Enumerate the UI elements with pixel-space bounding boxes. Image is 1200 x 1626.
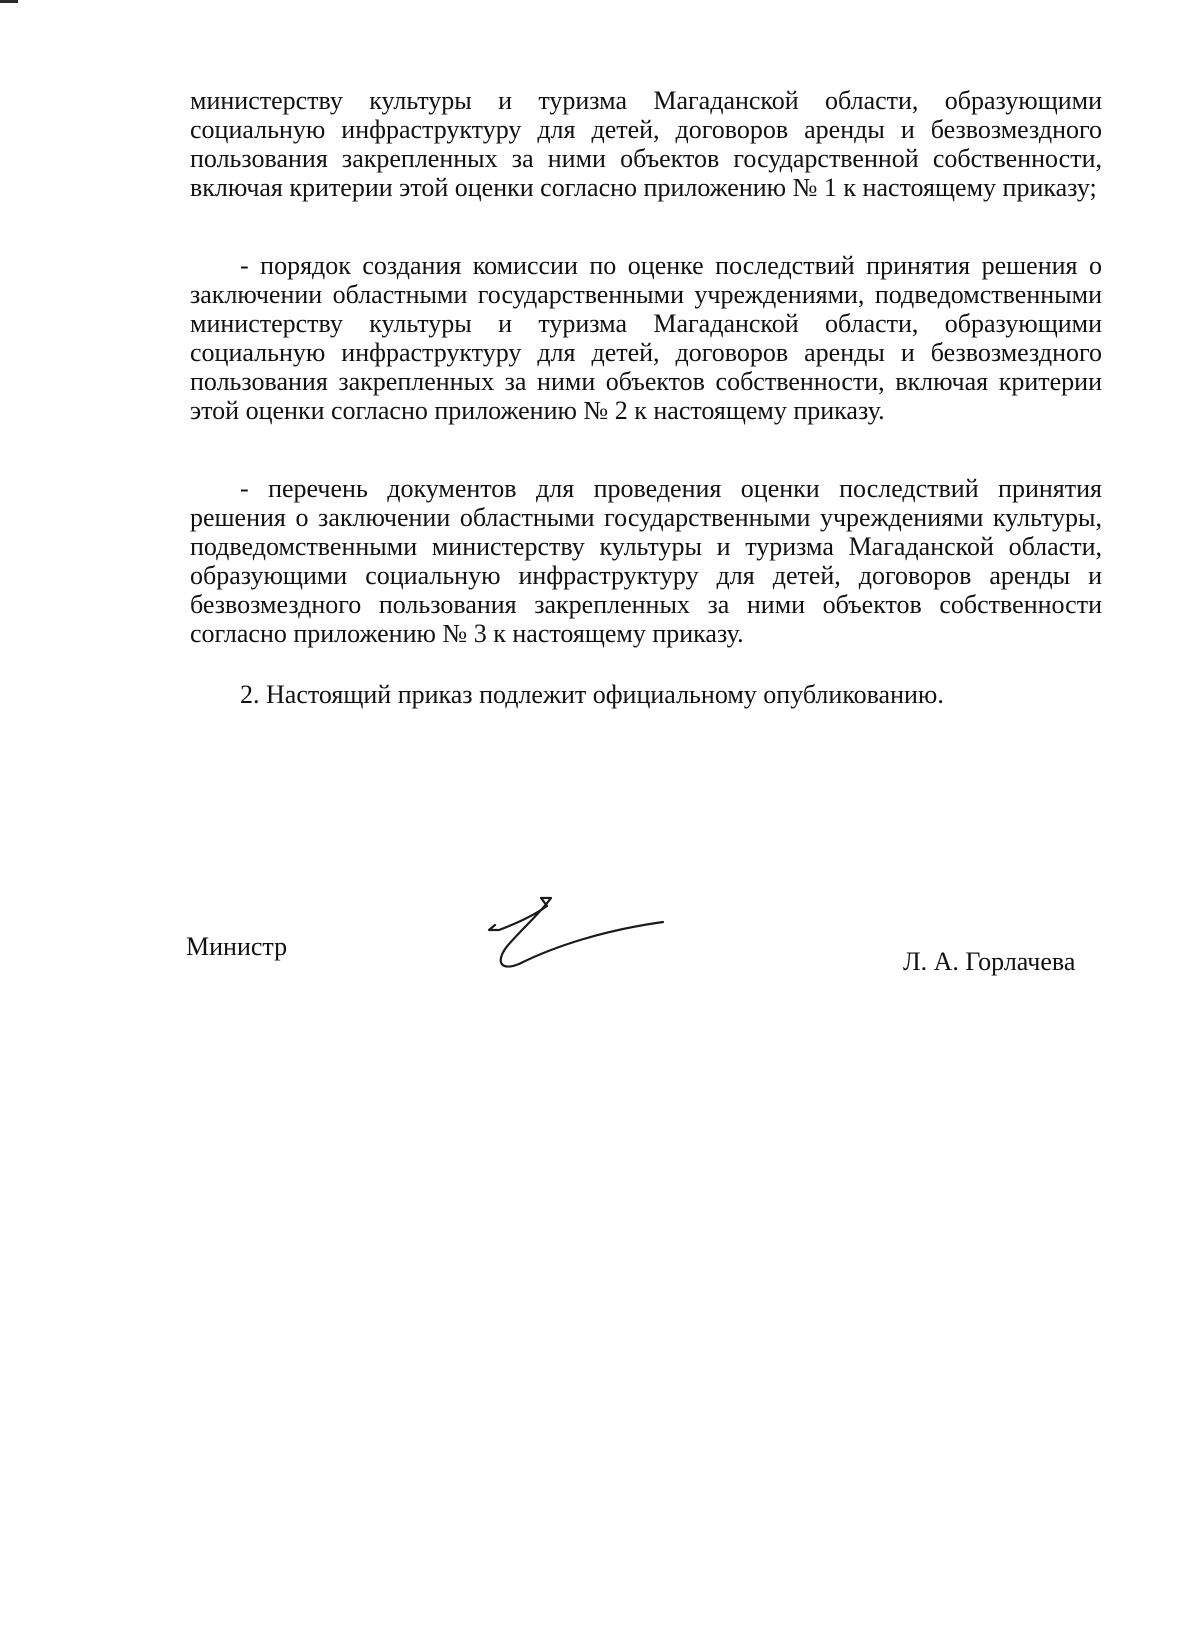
signatory-title: Министр — [186, 932, 288, 961]
paragraph-publication: 2. Настоящий приказ подлежит официальному опубликованию. — [240, 680, 944, 709]
paragraph-continuation: министерству культуры и туризма Магаданской области, образующими социальную инфраструктуру для детей, договоров аренды и безвозмездного пользования закрепленных за ними объектов государственной собственности, включая критерии этой оценки согласно приложению № 1 к настоящему приказу; — [190, 86, 1102, 202]
paragraph-commission-order: - порядок создания комиссии по оценке последствий принятия решения о заключении областными государственными учреждениями, подведомственными министерству культуры и туризма Магаданской области, образующими социальную инфраструктуру для детей, договоров аренды и безвозмездного пользования закрепленных за ними объектов собственности, включая критерии этой оценки согласно приложению № 2 к настоящему приказу. — [190, 251, 1102, 425]
signatory-name: Л. А. Горлачева — [903, 947, 1076, 976]
handwritten-signature — [485, 870, 685, 970]
document-body — [190, 86, 1102, 709]
scan-edge-mark — [0, 0, 18, 3]
paragraph-document-list: - перечень документов для проведения оценки последствий принятия решения о заключении областными государственными учреждениями культуры, подведомственными министерству культуры и туризма Магаданской области, образующими социальную инфраструктуру для детей, договоров аренды и безвозмездного пользования закрепленных за ними объектов собственности согласно приложению № 3 к настоящему приказу. — [190, 474, 1102, 648]
